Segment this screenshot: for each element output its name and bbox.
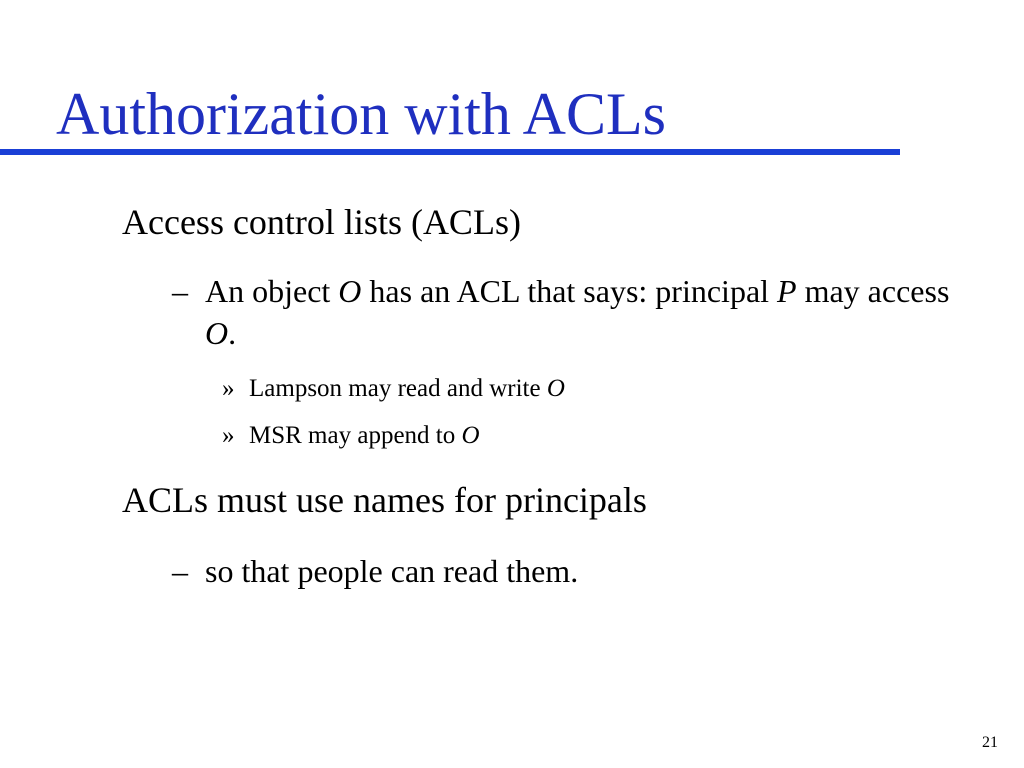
title-underline — [0, 149, 900, 155]
raquo-marker: » — [222, 422, 235, 449]
dash-marker: – — [172, 273, 188, 309]
text-part: . — [228, 315, 237, 351]
sub-bullet-object-acl — [172, 270, 965, 354]
raquo-marker: » — [222, 375, 235, 402]
variable-o: O — [205, 315, 229, 351]
variable-o: O — [461, 422, 480, 449]
bullet-acl-names: ACLs must use names for principals — [122, 480, 647, 520]
sub-bullet-readable — [172, 550, 578, 592]
sub-bullet-text: so that people can read them. — [205, 553, 579, 589]
text-part: An object — [205, 273, 339, 309]
slide-number: 21 — [982, 734, 998, 751]
text-part: has an ACL that says: principal — [361, 273, 778, 309]
slide-title: Authorization with ACLs — [56, 81, 666, 147]
text-part: may access — [796, 273, 950, 309]
sub-bullet-text — [205, 270, 965, 354]
dash-marker: – — [172, 553, 188, 589]
bullet-acl-definition: Access control lists (ACLs) — [122, 202, 521, 242]
example-lampson — [222, 372, 565, 406]
example-text: MSR may append to — [249, 422, 462, 449]
example-text: Lampson may read and write — [249, 375, 547, 402]
example-msr — [222, 419, 480, 453]
variable-p: P — [777, 273, 797, 309]
variable-o: O — [338, 273, 362, 309]
variable-o: O — [546, 375, 565, 402]
